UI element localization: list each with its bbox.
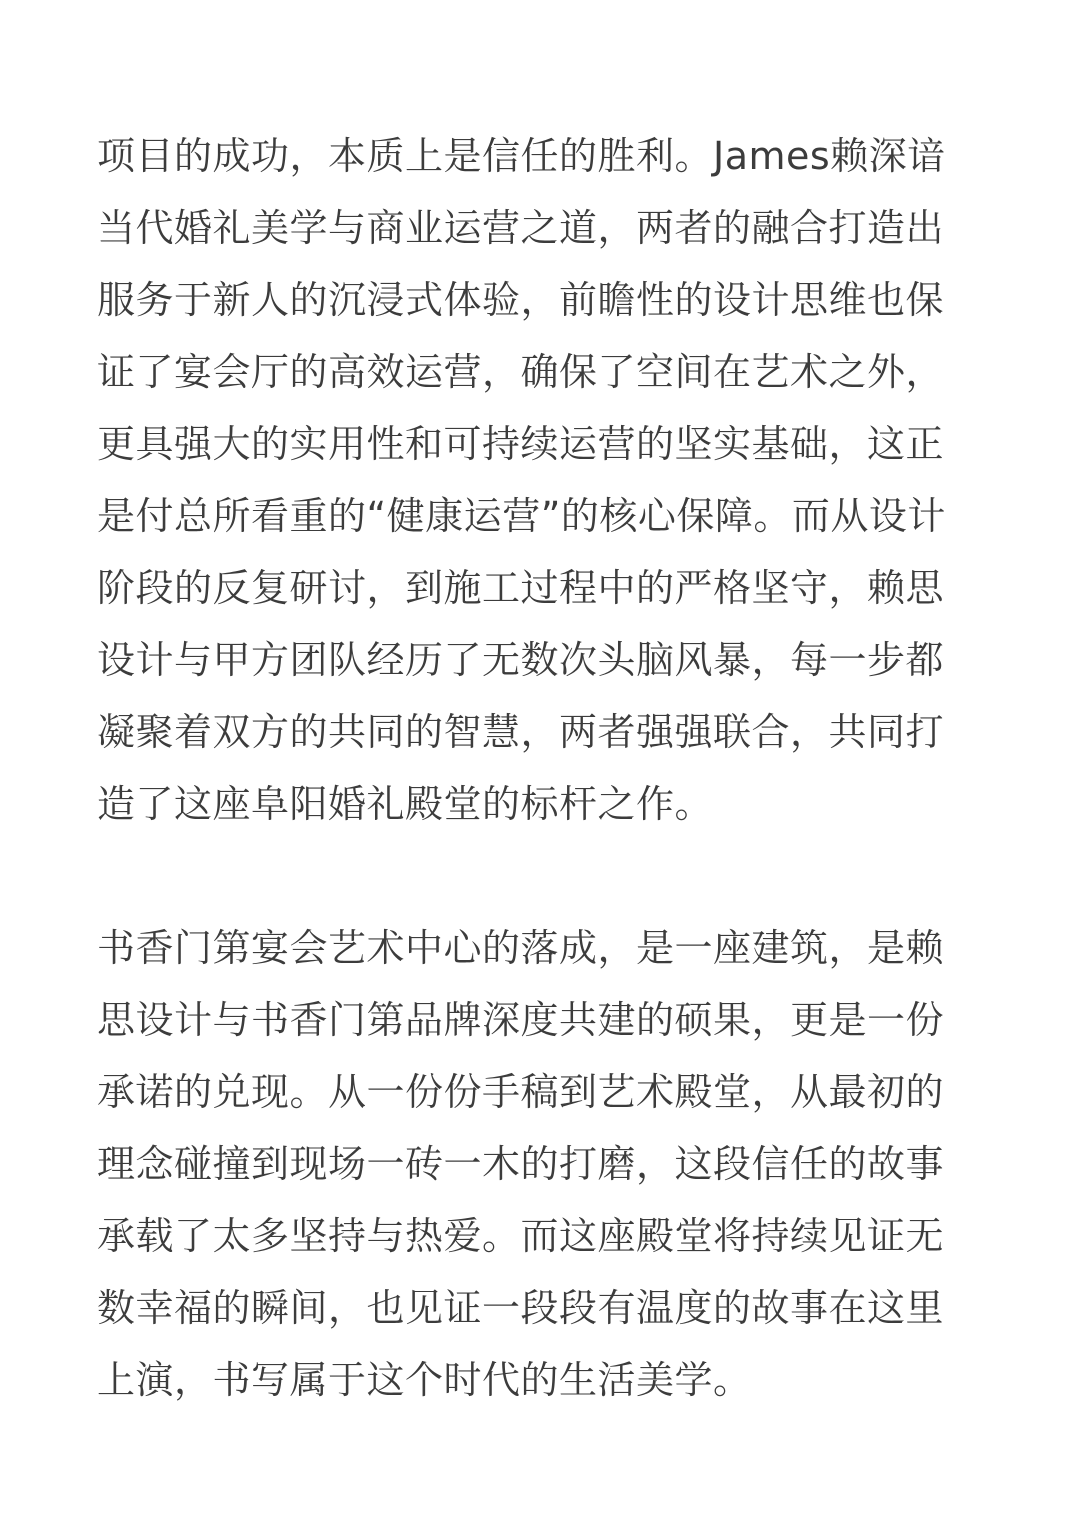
text-line: 凝聚着双方的共同的智慧，两者强强联合，共同打 [97,710,945,754]
text-line: 书香门第宴会艺术中心的落成，是一座建筑，是赖 [97,926,945,970]
text-line: 是付总所看重的“健康运营”的核心保障。而从设计 [97,494,946,538]
text-line: 数幸福的瞬间，也见证一段段有温度的故事在这里 [97,1286,945,1330]
paragraph-2 [97,912,983,1416]
text-line: 理念碰撞到现场一砖一木的打磨，这段信任的故事 [97,1142,945,1186]
text-line: 证了宴会厅的高效运营，确保了空间在艺术之外， [97,350,945,394]
text-line: 承载了太多坚持与热爱。而这座殿堂将持续见证无 [97,1214,945,1258]
text-line: 造了这座阜阳婚礼殿堂的标杆之作。 [97,782,714,826]
text-line: 思设计与书香门第品牌深度共建的硕果，更是一份 [97,998,945,1042]
text-line: 阶段的反复研讨，到施工过程中的严格坚守，赖思 [97,566,945,610]
text-line: 服务于新人的沉浸式体验，前瞻性的设计思维也保 [97,278,945,322]
paragraph-1 [97,120,983,840]
text-line: 更具强大的实用性和可持续运营的坚实基础，这正 [97,422,945,466]
text-line: 上演，书写属于这个时代的生活美学。 [97,1358,752,1402]
text-line: 当代婚礼美学与商业运营之道，两者的融合打造出 [97,206,945,250]
article-body [97,120,983,1416]
text-line: 设计与甲方团队经历了无数次头脑风暴，每一步都 [97,638,945,682]
text-line: 承诺的兑现。从一份份手稿到艺术殿堂，从最初的 [97,1070,945,1114]
text-line: 项目的成功，本质上是信任的胜利。James赖深谙 [97,134,946,178]
